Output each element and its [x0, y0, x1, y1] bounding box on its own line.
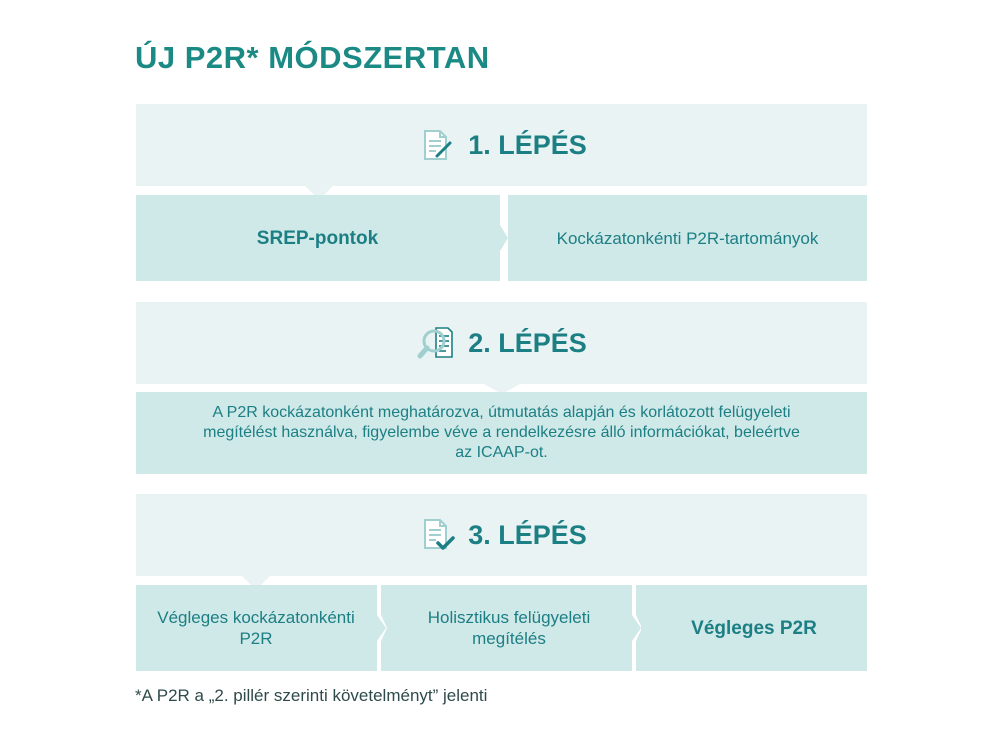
step-3-flow-arrow-1 [372, 585, 388, 671]
p2r-ranges-label: Kockázatonkénti P2R-tartományok [556, 228, 819, 248]
step-3-label: 3. LÉPÉS [468, 519, 587, 550]
final-p2r-per-risk-label: Végleges kockázatonkénti P2R [157, 608, 355, 648]
step-1-label: 1. LÉPÉS [468, 129, 587, 160]
step-2-description-box [136, 392, 867, 474]
final-p2r-label: Végleges P2R [691, 617, 817, 639]
step-3-band [136, 494, 867, 576]
p2r-ranges-box [508, 195, 867, 281]
srep-points-label: SREP-pontok [256, 227, 379, 249]
document-check-icon [416, 515, 456, 555]
holistic-judgement-box [387, 585, 631, 671]
footnote: *A P2R a „2. pillér szerinti követelményt” jelenti [135, 686, 488, 705]
step-2-description: A P2R kockázatonként meghatározva, útmutatás alapján és korlátozott felügyeleti megítélést használva, figyelembe véve a rendelkezésre álló információkat, beleértve az ICAAP-ot. [203, 404, 800, 461]
magnifier-document-icon [416, 323, 456, 363]
step-2-label: 2. LÉPÉS [468, 327, 587, 358]
holistic-judgement-label: Holisztikus felügyeleti megítélés [427, 608, 591, 648]
final-p2r-per-risk-box [136, 585, 376, 671]
step-2-band [136, 302, 867, 384]
document-pencil-icon [416, 125, 456, 165]
final-p2r-box [641, 585, 867, 671]
page-title: ÚJ P2R* MÓDSZERTAN [135, 40, 490, 75]
step-1-band [136, 104, 867, 186]
srep-points-box [136, 195, 499, 281]
